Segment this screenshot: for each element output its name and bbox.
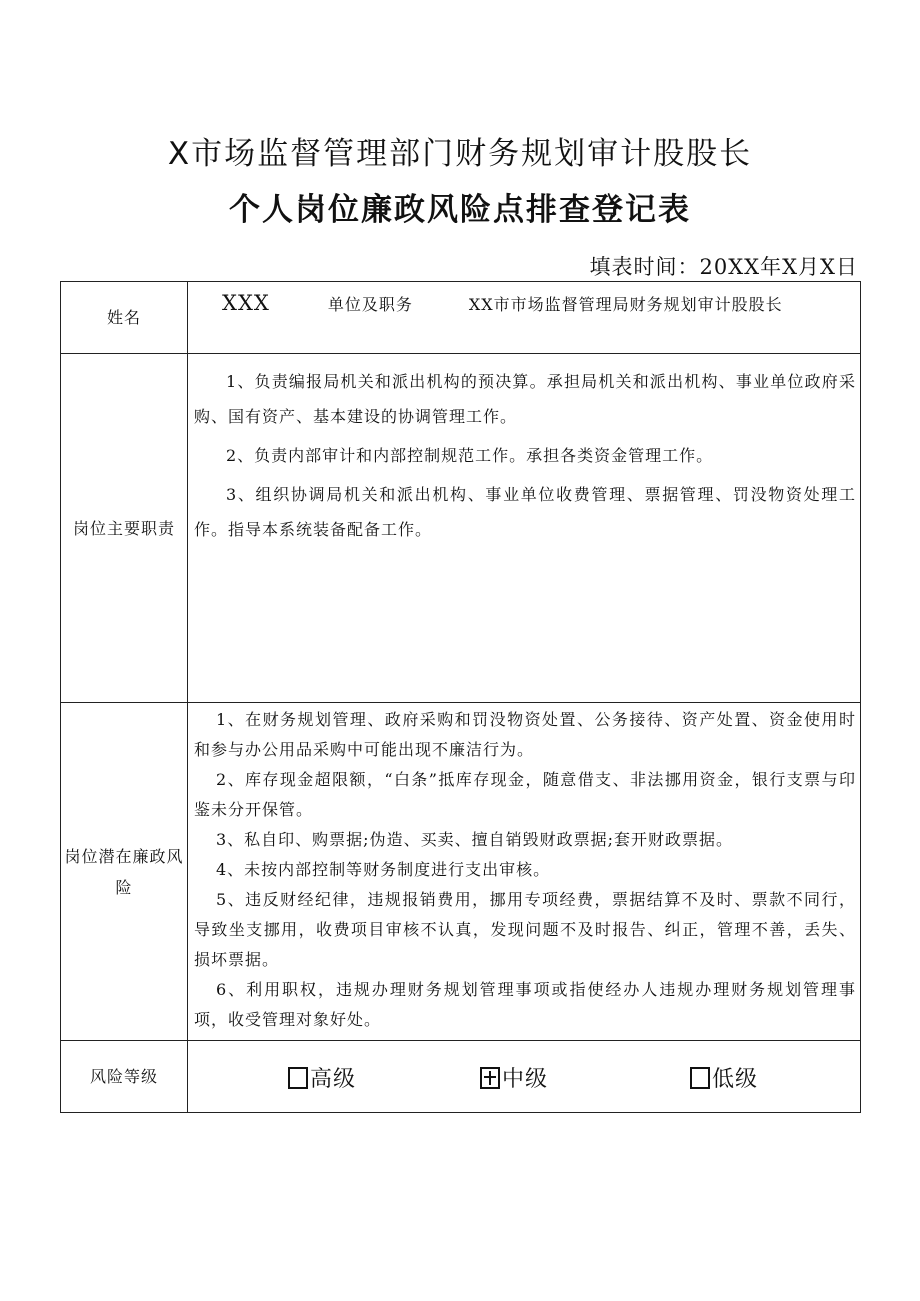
- duty-item: 2、负责内部审计和内部控制规范工作。承担各类资金管理工作。: [226, 446, 714, 465]
- risk-level-option-high[interactable]: [288, 1062, 356, 1093]
- risk-item: 6、利用职权，违规办理财务规划管理事项或指使经办人违规办理财务规划管理事项，收受管理对象好处。: [194, 980, 856, 1029]
- risks-label: 岗位潜在廉政风险: [61, 703, 188, 1041]
- checkbox-high[interactable]: [288, 1067, 308, 1089]
- name-value: XXX: [222, 291, 270, 315]
- risk-registration-table: [60, 281, 861, 1113]
- duties-content-cell: [188, 354, 861, 703]
- duty-item: 3、组织协调局机关和派出机构、事业单位收费管理、票据管理、罚没物资处理工作。指导本系统装备配备工作。: [194, 485, 856, 539]
- checkbox-low[interactable]: [690, 1067, 710, 1089]
- duties-label: 岗位主要职责: [61, 354, 188, 703]
- option-label-low: 低级: [712, 1067, 759, 1092]
- row-name: [61, 282, 861, 354]
- duty-item: 1、负责编报局机关和派出机构的预决算。承担局机关和派出机构、事业单位政府采购、国有资产、基本建设的协调管理工作。: [194, 372, 856, 426]
- risk-level-content-cell: [188, 1041, 861, 1113]
- row-risks: [61, 703, 861, 1041]
- name-content-cell: [188, 282, 861, 354]
- risk-item: 2、库存现金超限额，“白条”抵库存现金，随意借支、非法挪用资金，银行支票与印鉴未分开保管。: [194, 770, 856, 819]
- fill-date: 填表时间：20XX年X月X日: [589, 255, 858, 279]
- row-duties: [61, 354, 861, 703]
- risk-item: 4、未按内部控制等财务制度进行支出审核。: [216, 860, 551, 879]
- option-label-medium: 中级: [502, 1067, 549, 1092]
- name-label: 姓名: [61, 282, 188, 354]
- risk-item: 1、在财务规划管理、政府采购和罚没物资处置、公务接待、资产处置、资金使用时和参与办公用品采购中可能出现不廉洁行为。: [194, 710, 856, 759]
- row-risk-level: [61, 1041, 861, 1113]
- document-title-line2: 个人岗位廉政风险点排查登记表: [229, 192, 691, 228]
- risks-content-cell: [188, 703, 861, 1041]
- document-title-line1: X市场监督管理部门财务规划审计股股长: [167, 136, 753, 172]
- risk-level-option-low[interactable]: [690, 1062, 758, 1093]
- risk-level-option-medium[interactable]: [480, 1062, 548, 1093]
- checkbox-medium[interactable]: [480, 1067, 500, 1089]
- risk-item: 3、私自印、购票据;伪造、买卖、擅自销毁财政票据;套开财政票据。: [216, 830, 733, 849]
- risk-item: 5、违反财经纪律，违规报销费用，挪用专项经费，票据结算不及时、票款不同行，导致坐支挪用，收费项目审核不认真，发现问题不及时报告、纠正，管理不善，丢失、损坏票据。: [194, 890, 856, 969]
- risk-level-label: 风险等级: [61, 1041, 188, 1113]
- unit-position-value: XX市市场监督管理局财务规划审计股股长: [468, 295, 783, 314]
- option-label-high: 高级: [310, 1067, 357, 1092]
- unit-position-label: 单位及职务: [327, 295, 413, 314]
